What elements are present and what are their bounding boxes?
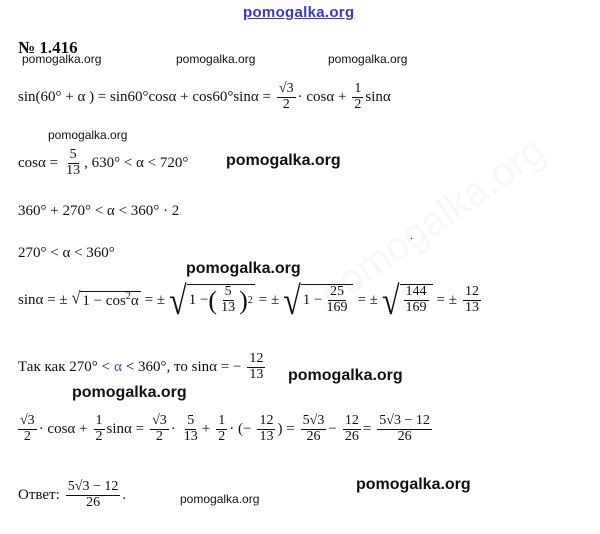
fraction: $\frac{12}{13}$	[249, 351, 264, 382]
equation-line-2	[18, 148, 192, 178]
equation-line-4: 270° < α < 360°	[18, 245, 115, 261]
equation-line-3: 360° + 270° < α < 360° · 2	[18, 203, 180, 219]
expression: −	[328, 420, 337, 437]
watermark: pomogalka.org	[72, 384, 187, 401]
problem-number: № 1.416	[18, 38, 78, 57]
condition: , 630° < α < 720°	[84, 154, 189, 171]
expression: sinα	[365, 88, 391, 105]
watermark: pomogalka.org	[176, 52, 256, 66]
square-root: √ 1 − ( $\frac{5}{13}$ ) 2	[169, 277, 253, 323]
expression: · cosα +	[297, 88, 347, 105]
equation-line-1	[18, 82, 395, 112]
fraction: $\frac{√3}{2}$	[278, 81, 294, 112]
expression: < 360°, то sinα = −	[125, 358, 242, 375]
expression: sin(60° + α ) = sin60°cosα + cos60°sinα =	[18, 88, 271, 105]
expression: · (−	[229, 420, 252, 437]
alpha-symbol: α	[113, 358, 122, 375]
top-watermark-link[interactable]: pomogalka.org	[243, 4, 355, 21]
expression: +	[201, 420, 211, 437]
equation-line-5	[18, 277, 483, 323]
expression: cosα =	[18, 154, 59, 171]
watermark: pomogalka.org	[180, 492, 260, 506]
fraction: $\frac{5}{13}$	[66, 147, 81, 178]
watermark: pomogalka.org	[288, 367, 403, 384]
watermark: pomogalka.org	[186, 260, 301, 277]
square-root: √ 1 − $\frac{25}{169}$	[283, 284, 353, 316]
expression: = ±	[436, 291, 457, 308]
equation-line-7	[16, 414, 434, 444]
fraction: $\frac{√3}{2}$	[152, 413, 167, 444]
answer-fraction: $\frac{5√3 - 12}{26}$	[67, 479, 119, 510]
expression: = ±	[258, 291, 280, 308]
watermark: pomogalka.org	[328, 52, 408, 66]
fraction: $\frac{12}{13}$	[464, 283, 479, 315]
expression: ·	[170, 420, 176, 437]
fraction: $\frac{12}{13}$	[259, 413, 274, 444]
square-root: √ $1 - \cos^2\alpha$	[71, 289, 139, 309]
fraction: $\frac{1}{2}$	[218, 413, 226, 444]
dot: .	[410, 228, 413, 242]
fraction: $\frac{5√3 - 12}{26}$	[379, 413, 430, 444]
expression: = ±	[357, 291, 378, 308]
square-root: √ $\frac{144}{169}$	[382, 284, 433, 316]
fraction: $\frac{12}{26}$	[344, 413, 359, 444]
fraction: $\frac{√3}{2}$	[20, 413, 35, 444]
watermark: pomogalka.org	[48, 128, 128, 142]
answer-dot: .	[122, 486, 127, 503]
equation-line-6	[18, 352, 267, 382]
expression: sinα = ±	[18, 291, 68, 308]
watermark: pomogalka.org	[226, 152, 341, 169]
expression: Так как 270° <	[18, 358, 110, 375]
expression: sinα =	[106, 420, 145, 437]
answer-line	[18, 480, 130, 510]
fraction: $\frac{5√3}{26}$	[302, 413, 325, 444]
expression: ) =	[277, 420, 295, 437]
expression: =	[362, 420, 372, 437]
fraction: $\frac{1}{2}$	[95, 413, 103, 444]
fraction: $\frac{1}{2}$	[354, 81, 362, 112]
watermark: pomogalka.org	[22, 52, 102, 66]
expression: · cosα +	[38, 420, 88, 437]
expression: = ±	[144, 291, 166, 308]
fraction: $\frac{5}{13}$	[183, 413, 198, 444]
answer-label: Ответ:	[18, 486, 60, 503]
watermark: pomogalka.org	[356, 476, 471, 493]
